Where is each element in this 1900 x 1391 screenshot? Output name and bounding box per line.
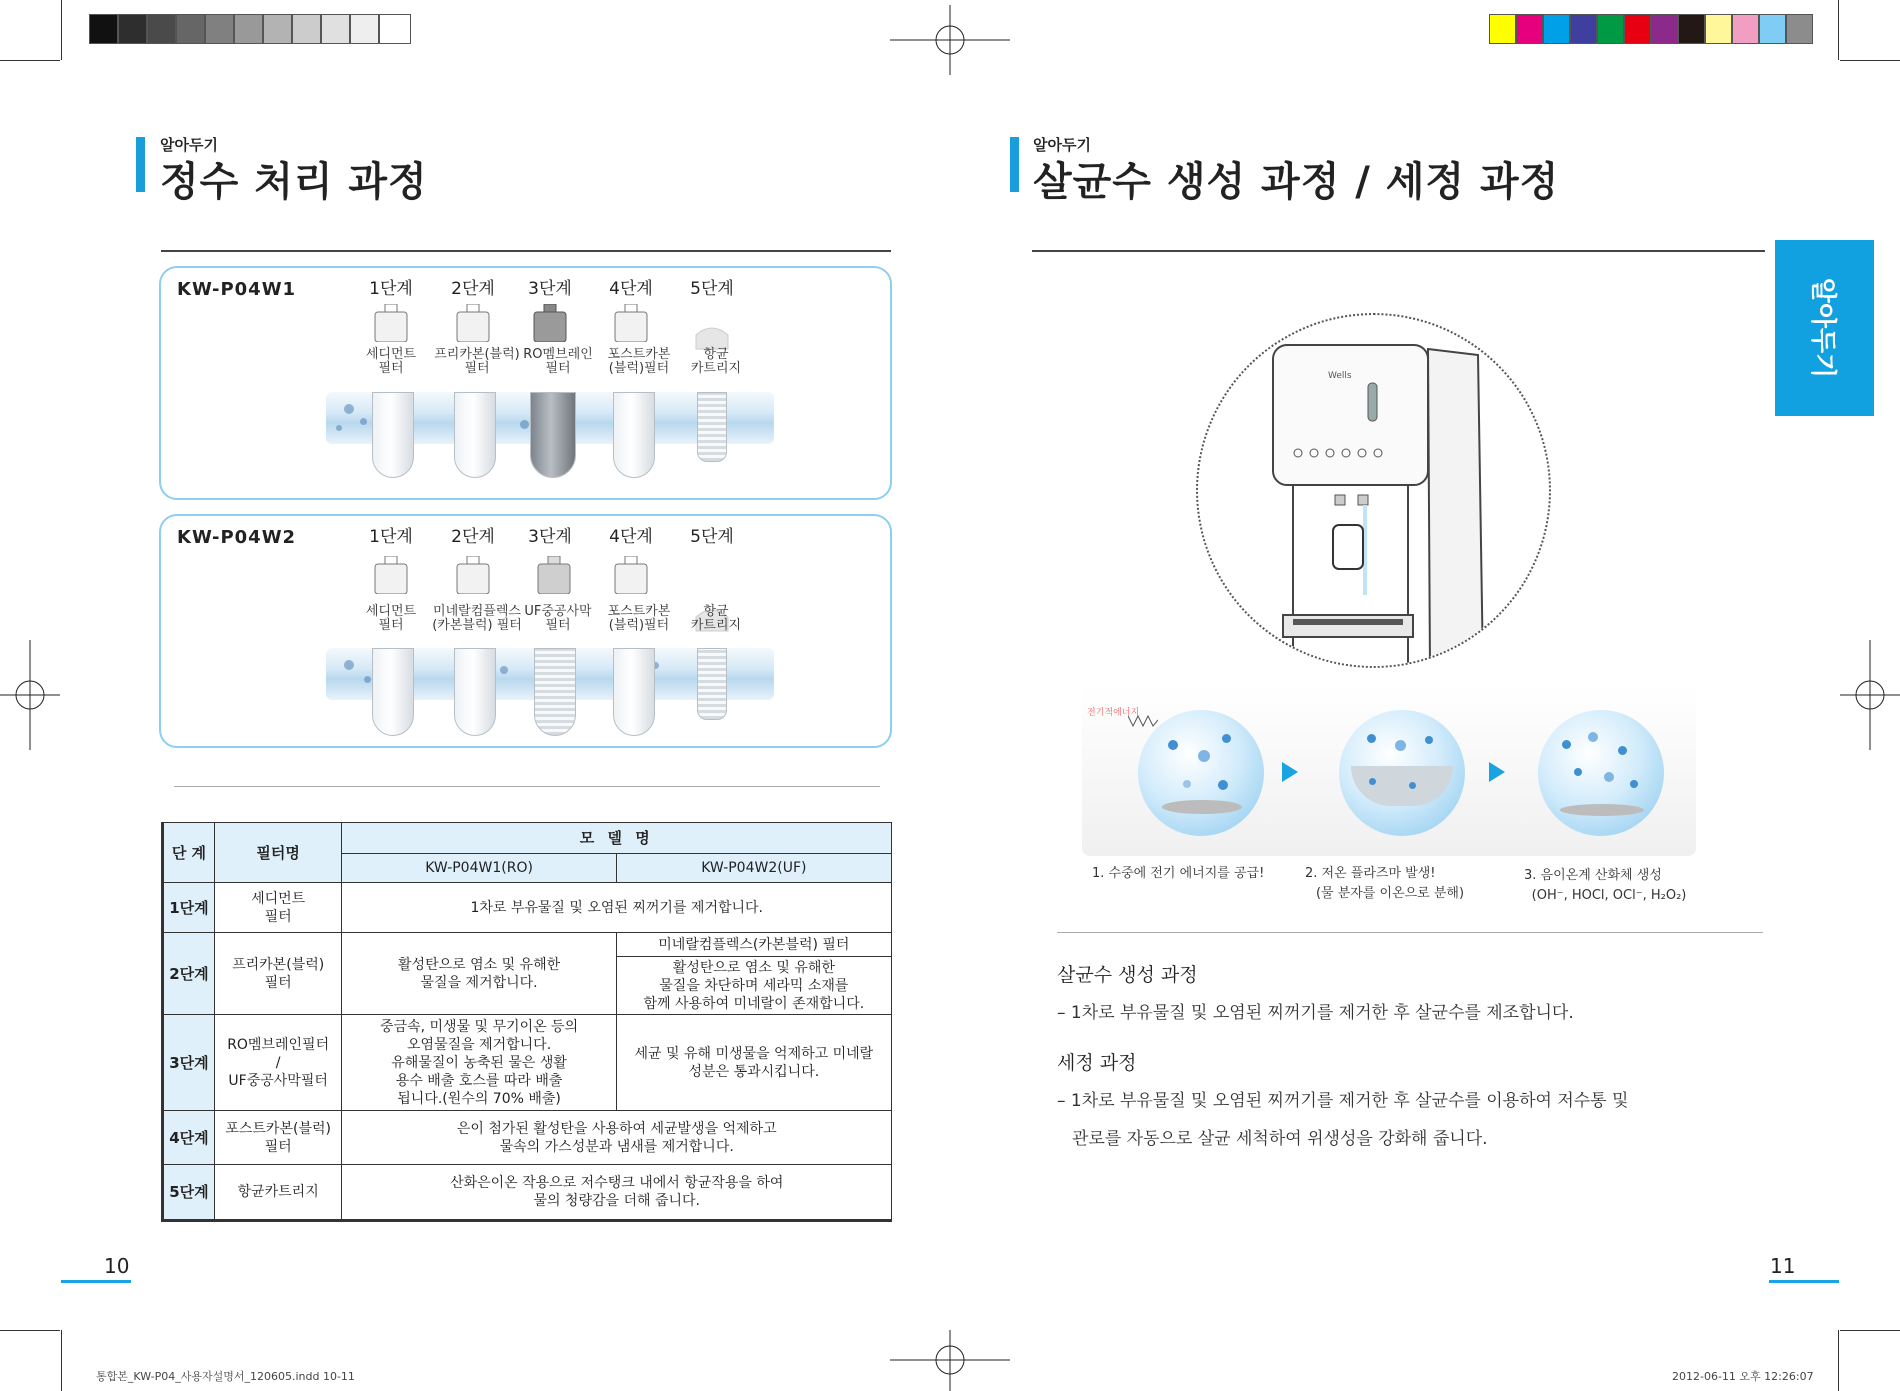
header-stage: 단 계	[163, 823, 215, 883]
sediment-filter-icon	[373, 304, 409, 342]
uf-membrane-filter-icon	[536, 556, 572, 594]
filter-panel-w1	[159, 266, 892, 500]
filter-caption: 미네랄컴플렉스 (카본블럭) 필터	[432, 604, 522, 633]
stage-label: 4단계	[609, 279, 653, 299]
stage-label: 5단계	[690, 527, 734, 547]
filter-caption: UF중공사막 필터	[524, 604, 592, 633]
bubble	[336, 425, 342, 431]
filter-spec-table	[161, 822, 892, 1222]
process-caption-2: 2. 저온 플라즈마 발생! (물 분자를 이온으로 분해)	[1305, 866, 1465, 901]
filter-caption: 세디먼트 필터	[365, 347, 417, 376]
row-filter: RO멤브레인필터 / UF중공사막필터	[214, 1015, 342, 1111]
row-subtitle-b: 미네랄컴플렉스(카본블럭) 필터	[616, 933, 891, 957]
stage-label: 3단계	[528, 527, 572, 547]
section-label: 알아두기	[160, 136, 218, 154]
process-step-1-sphere	[1138, 710, 1264, 836]
page-title: 정수 처리 과정	[160, 159, 428, 205]
row-description: 산화은이온 작용으로 저수탱크 내에서 항균작용을 하여 물의 청량감을 더해 줍니다.	[342, 1165, 892, 1221]
row-stage: 5단계	[163, 1165, 215, 1221]
clean-text-line2: 관로를 자동으로 살균 세척하여 위생성을 강화해 줍니다.	[1072, 1129, 1488, 1149]
process-caption-1: 1. 수중에 전기 에너지를 공급!	[1092, 866, 1265, 881]
row-stage: 1단계	[163, 883, 215, 933]
header-model: 모 델 명	[342, 823, 892, 854]
page-number-left: 10	[104, 1254, 130, 1278]
filter-caption: 포스트카본 (블럭)필터	[607, 347, 671, 376]
row-description: 은이 첨가된 활성탄을 사용하여 세균발생을 억제하고 물속의 가스성분과 냄새를 제거합니다.	[342, 1111, 892, 1165]
row-description-a: 활성탄으로 염소 및 유해한 물질을 제거합니다.	[342, 933, 616, 1015]
registration-target-right	[1840, 640, 1900, 750]
row-stage: 4단계	[163, 1111, 215, 1165]
sediment-filter-icon	[373, 556, 409, 594]
sediment-filter-tube	[372, 392, 414, 478]
panel-model-name: KW-P04W2	[177, 527, 297, 548]
row-description-b: 세균 및 유해 미생물을 억제하고 미네랄 성분은 통과시킵니다.	[616, 1015, 891, 1111]
row-filter: 세디먼트 필터	[214, 883, 342, 933]
footer-timestamp: 2012-06-11 오후 12:26:07	[1672, 1370, 1814, 1383]
device-zoom-illustration	[1196, 313, 1551, 668]
zigzag-energy-icon	[1128, 712, 1158, 732]
mineral-complex-filter-icon	[455, 556, 491, 594]
sterilize-text: – 1차로 부유물질 및 오염된 찌꺼기를 제거한 후 살균수를 제조합니다.	[1057, 1003, 1574, 1023]
filter-caption: 세디먼트 필터	[365, 604, 417, 633]
page-title: 살균수 생성 과정 / 세정 과정	[1033, 159, 1560, 205]
row-filter: 포스트카본(블럭) 필터	[214, 1111, 342, 1165]
registration-target-top	[890, 5, 1010, 75]
device-brand: Wells	[1328, 371, 1352, 381]
process-caption-3: 3. 음이온계 산화체 생성 (OH⁻, HOCl, OCl⁻, H₂O₂)	[1524, 868, 1687, 903]
post-carbon-filter-tube	[613, 648, 655, 736]
row-description: 1차로 부유물질 및 오염된 찌꺼기를 제거합니다.	[342, 883, 892, 933]
filter-caption: RO멤브레인 필터	[523, 347, 593, 376]
arrow-right-icon	[1489, 762, 1505, 782]
panel-model-name: KW-P04W1	[177, 279, 297, 300]
header-model-b: KW-P04W2(UF)	[616, 854, 891, 883]
registration-target-bottom	[890, 1330, 1010, 1391]
ro-membrane-filter-tube	[530, 392, 576, 478]
post-carbon-filter-icon	[613, 556, 649, 594]
page-number-underline	[1769, 1280, 1839, 1283]
pre-carbon-filter-tube	[454, 392, 496, 478]
stage-label: 3단계	[528, 279, 572, 299]
registration-target-left	[0, 640, 60, 750]
bubble	[520, 420, 529, 429]
separator	[1057, 932, 1763, 933]
stage-label: 4단계	[609, 527, 653, 547]
uf-membrane-filter-tube	[534, 648, 576, 736]
antibacterial-cartridge-tube	[697, 648, 727, 720]
page-number-underline	[61, 1280, 131, 1283]
energy-label: 전기적에너지	[1087, 708, 1140, 718]
pre-carbon-filter-icon	[455, 304, 491, 342]
bubble	[500, 666, 508, 674]
filter-caption: 프리카본(블럭) 필터	[434, 347, 520, 376]
separator	[174, 786, 880, 787]
antibacterial-cartridge-tube	[697, 392, 727, 462]
bubble	[364, 676, 371, 683]
section-label: 알아두기	[1033, 136, 1091, 154]
row-description-a: 중금속, 미생물 및 무기이온 등의 오염물질을 제거합니다. 유해물질이 농축된 물은 생활 용수 배출 호스를 따라 배출 됩니다.(원수의 70% 배출)	[342, 1015, 616, 1111]
stage-label: 5단계	[690, 279, 734, 299]
filter-caption: 항균 카트리지	[690, 347, 742, 376]
title-rule	[1032, 250, 1765, 252]
filter-caption: 항균 카트리지	[690, 604, 742, 633]
sediment-filter-tube	[372, 648, 414, 736]
stage-label: 2단계	[451, 279, 495, 299]
stage-label: 2단계	[451, 527, 495, 547]
process-step-3-sphere	[1538, 710, 1664, 836]
section-accent-bar	[136, 137, 145, 192]
title-rule	[161, 250, 891, 252]
row-filter: 프리카본(블럭) 필터	[214, 933, 342, 1015]
process-step-2-sphere	[1339, 710, 1465, 836]
row-filter: 항균카트리지	[214, 1165, 342, 1221]
mineral-complex-filter-tube	[454, 648, 496, 736]
page-number-right: 11	[1770, 1254, 1796, 1278]
bubble	[344, 404, 354, 414]
header-filter: 필터명	[214, 823, 342, 883]
side-tab-info[interactable]: 알아두기	[1775, 240, 1874, 416]
post-carbon-filter-tube	[613, 392, 655, 478]
bubble	[360, 418, 367, 425]
clean-heading: 세정 과정	[1057, 1052, 1137, 1074]
filter-caption: 포스트카본 (블럭)필터	[607, 604, 671, 633]
stage-label: 1단계	[369, 279, 413, 299]
stage-label: 1단계	[369, 527, 413, 547]
row-description-b: 활성탄으로 염소 및 유해한 물질을 차단하며 세라믹 소재를 함께 사용하여 미네랄이 존재합니다.	[616, 957, 891, 1015]
sterilize-heading: 살균수 생성 과정	[1057, 964, 1198, 986]
bubble	[344, 660, 354, 670]
row-stage: 2단계	[163, 933, 215, 1015]
arrow-right-icon	[1282, 762, 1298, 782]
header-model-a: KW-P04W1(RO)	[342, 854, 616, 883]
footer-filename: 통합본_KW-P04_사용자설명서_120605.indd 10-11	[96, 1370, 355, 1383]
ro-membrane-filter-icon	[532, 304, 568, 342]
row-stage: 3단계	[163, 1015, 215, 1111]
clean-text-line1: – 1차로 부유물질 및 오염된 찌꺼기를 제거한 후 살균수를 이용하여 저수통 및	[1057, 1091, 1629, 1111]
section-accent-bar	[1010, 137, 1019, 192]
post-carbon-filter-icon	[613, 304, 649, 342]
water-purifier-icon	[1198, 315, 1551, 668]
